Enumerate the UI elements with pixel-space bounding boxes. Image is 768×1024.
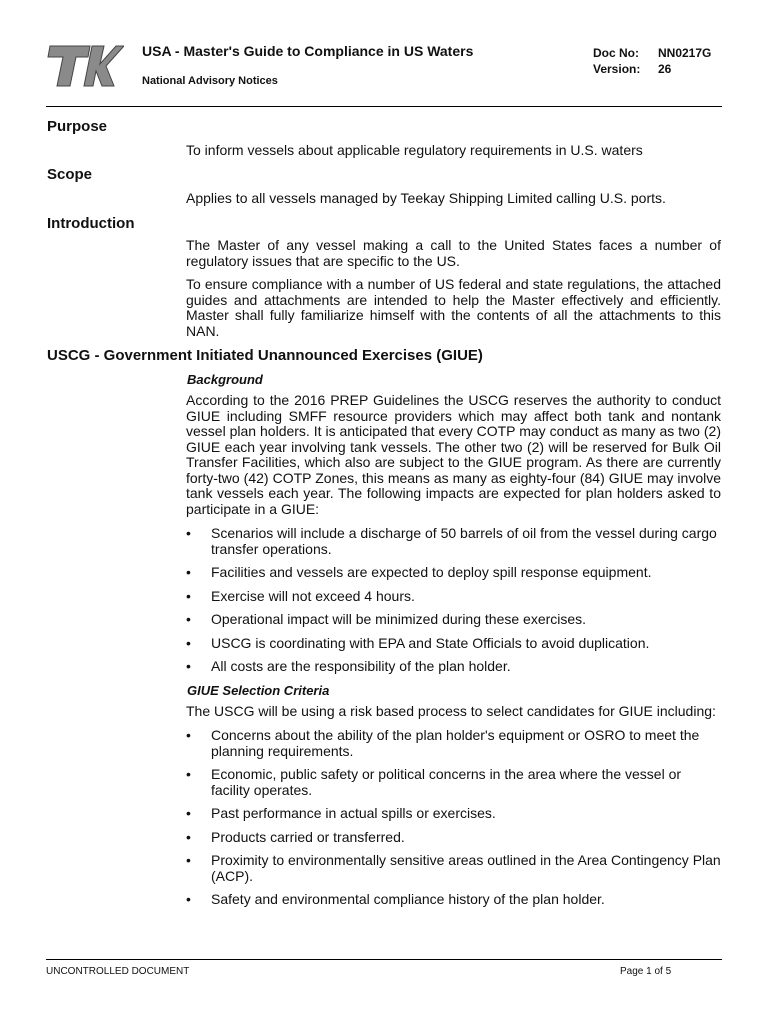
- list-item: • Scenarios will include a discharge of 50 barrels of oil from the vessel during cargo transfer operations.: [186, 526, 722, 557]
- scope-heading: Scope: [47, 166, 93, 183]
- criteria-list: [186, 728, 722, 908]
- list-item: • USCG is coordinating with EPA and State Officials to avoid duplication.: [186, 636, 722, 652]
- document-meta: [593, 45, 711, 77]
- version-row: [593, 61, 711, 77]
- footer-divider: [46, 959, 722, 960]
- background-text: According to the 2016 PREP Guidelines the USCG reserves the authority to conduct GIUE including SMFF resource providers which may affect both tank and nontank vessel plan holders. It is anticipated that every COTP may conduct as many as two (2) GIUE each year involving tank vessels. The other two (2) will be reserved for Bulk Oil Transfer Facilities, which also are subject to the GIUE program. As there are currently forty-two (42) COTP Zones, this means as many as eighty-four (84) GIUE may involve tank vessels each year. The following impacts are expected for plan holders asked to participate in a GIUE:: [186, 392, 721, 517]
- list-item: • Economic, public safety or political concerns in the area where the vessel or facility operates.: [186, 767, 722, 798]
- list-item: • Safety and environmental compliance history of the plan holder.: [186, 892, 722, 908]
- list-item: • Facilities and vessels are expected to deploy spill response equipment.: [186, 565, 722, 581]
- page-number: Page 1 of 5: [620, 966, 672, 977]
- purpose-text: To inform vessels about applicable regulatory requirements in U.S. waters: [186, 142, 643, 158]
- doc-number-value: NN0217G: [658, 46, 712, 60]
- teekay-logo: [46, 42, 124, 90]
- criteria-heading: GIUE Selection Criteria: [187, 683, 330, 698]
- list-item: • Concerns about the ability of the plan holder's equipment or OSRO to meet the planning requirements.: [186, 728, 722, 759]
- doc-number-label: Doc No:: [593, 46, 639, 60]
- introduction-paragraph-1: The Master of any vessel making a call to the United States faces a number of regulatory issues that are specific to the US.: [186, 237, 721, 269]
- introduction-heading: Introduction: [47, 215, 135, 232]
- list-item: • Operational impact will be minimized during these exercises.: [186, 612, 722, 628]
- list-item: • Proximity to environmentally sensitive areas outlined in the Area Contingency Plan (ACP).: [186, 853, 722, 884]
- list-item: • All costs are the responsibility of the plan holder.: [186, 659, 722, 675]
- scope-text: Applies to all vessels managed by Teekay Shipping Limited calling U.S. ports.: [186, 190, 666, 206]
- list-item: • Past performance in actual spills or exercises.: [186, 806, 722, 822]
- list-item: • Exercise will not exceed 4 hours.: [186, 589, 722, 605]
- version-value: 26: [658, 62, 672, 76]
- doc-number-row: [593, 45, 711, 61]
- introduction-paragraph-2: To ensure compliance with a number of US federal and state regulations, the attached guides and attachments are intended to help the Master effectively and efficiently. Master shall fully familiarize himself with the contents of all the attachments to this NAN.: [186, 276, 721, 339]
- criteria-intro: The USCG will be using a risk based process to select candidates for GIUE including:: [186, 703, 716, 719]
- header-divider: [46, 106, 722, 107]
- document-title: USA - Master's Guide to Compliance in US Waters: [142, 43, 474, 59]
- version-label: Version:: [593, 62, 641, 76]
- list-item: • Products carried or transferred.: [186, 830, 722, 846]
- document-subtitle: National Advisory Notices: [142, 75, 278, 87]
- purpose-heading: Purpose: [47, 118, 108, 135]
- footer-label: UNCONTROLLED DOCUMENT: [46, 966, 190, 977]
- impacts-list: [186, 526, 722, 675]
- giue-heading: USCG - Government Initiated Unannounced Exercises (GIUE): [47, 347, 483, 364]
- background-heading: Background: [187, 372, 263, 387]
